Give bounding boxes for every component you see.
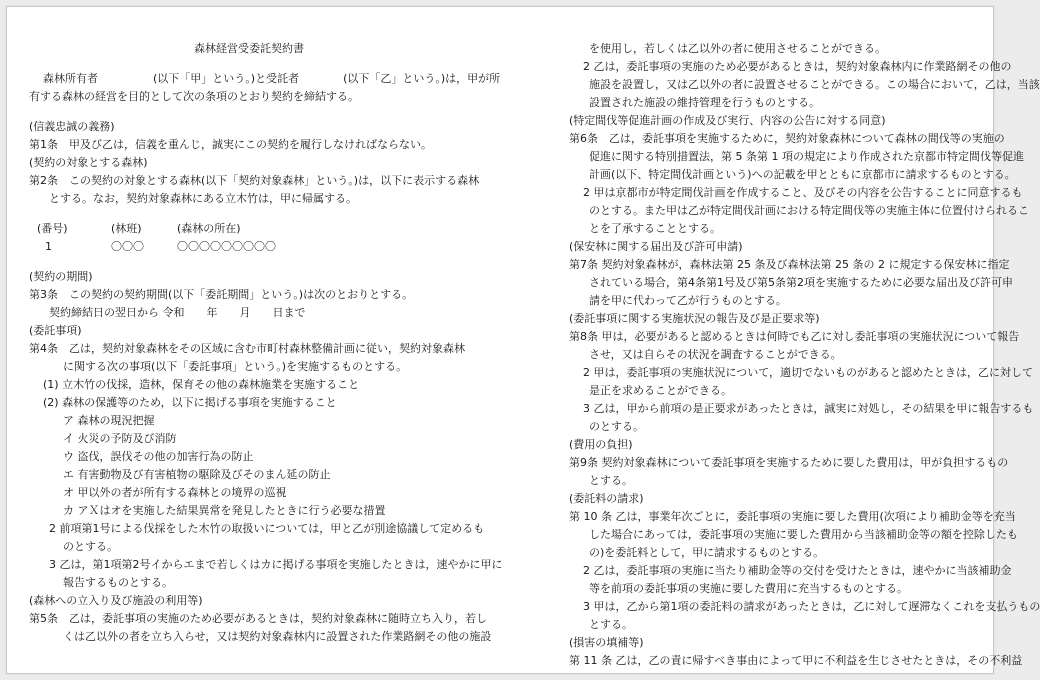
- article-line: くは乙以外の者を立ち入らせ，又は契約対象森林内に設置された作業路網その他の施設: [63, 630, 492, 643]
- document-title: 森林経営受委託契約書: [194, 42, 304, 55]
- table-header-location: (森林の所在): [177, 222, 241, 235]
- article-line: 第1条 甲及び乙は，信義を重んじ，誠実にこの契約を履行しなければならない。: [29, 138, 432, 151]
- article-line: 第2条 この契約の対象とする森林(以下「契約対象森林」という。)は，以下に表示する森林: [29, 174, 480, 187]
- article-line: 請を甲に代わって乙が行うものとする。: [589, 294, 787, 307]
- article-line: 第4条 乙は，契約対象森林をその区域に含む市町村森林整備計画に従い，契約対象森林: [29, 342, 465, 355]
- paragraph-line: 報告するものとする。: [63, 576, 173, 589]
- table-cell-location: 〇〇〇〇〇〇〇〇〇: [177, 240, 276, 253]
- list-item: エ 有害動物及び有害植物の駆除及びそのまん延の防止: [63, 468, 331, 481]
- list-item: カ アＸはオを実施した結果異常を発見したときに行う必要な措置: [63, 504, 386, 517]
- section-heading: (契約の対象とする森林): [29, 156, 148, 169]
- article-line: を使用し，若しくは乙以外の者に使用させることができる。: [589, 42, 886, 55]
- paragraph-line: 3 乙は，甲から前項の是正要求があったときは，誠実に対処し，その結果を甲に報告するも: [583, 402, 1034, 415]
- section-heading: (特定間伐等促進計画の作成及び実行、内容の公告に対する同意): [569, 114, 886, 127]
- paragraph-line: 是正を求めることができる。: [589, 384, 732, 397]
- article-line: 第6条 乙は，委託事項を実施するために，契約対象森林について森林の間伐等の実施の: [569, 132, 1005, 145]
- section-heading: (森林への立入り及び施設の利用等): [29, 594, 203, 607]
- forest-table-header: [29, 220, 469, 238]
- intro-line: 森林所有者 (以下「甲」という。)と受託者 (以下「乙」という。)は，甲が所: [43, 72, 501, 85]
- table-cell-block: 〇〇〇: [111, 240, 144, 253]
- table-header-number: (番号): [37, 222, 68, 235]
- paragraph-line: 2 乙は，委託事項の実施に当たり補助金等の交付を受けたときは，速やかに当該補助金: [583, 564, 1012, 577]
- paragraph-line: 2 乙は，委託事項の実施のため必要があるときは，契約対象森林内に作業路網その他の: [583, 60, 1012, 73]
- list-item: イ 火災の予防及び消防: [63, 432, 177, 445]
- article-line: 計画(以下、特定間伐計画という)への記載を甲とともに京都市に請求するものとする。: [589, 168, 1016, 181]
- article-line: の)を委託料として，甲に請求するものとする。: [589, 546, 825, 559]
- article-line: 第 10 条 乙は，事業年次ごとに，委託事項の実施に要した費用(次項により補助金等を充当: [569, 510, 1016, 523]
- left-column: [29, 7, 503, 646]
- list-item: (2) 森林の保護等のため，以下に掲げる事項を実施すること: [43, 396, 337, 409]
- intro-line: 有する森林の経営を目的として次の条項のとおり契約を締結する。: [29, 90, 359, 103]
- article-line: されている場合，第4条第1号及び第5条第2項を実施するために必要な届出及び許可申: [589, 276, 1013, 289]
- list-item: (1) 立木竹の伐採，造林，保育その他の森林施業を実施すること: [43, 378, 360, 391]
- article-line: させ，又は自らその状況を調査することができる。: [589, 348, 842, 361]
- section-heading: (委託事項に関する実施状況の報告及び是正要求等): [569, 312, 820, 325]
- paragraph-line: とする。: [589, 618, 633, 631]
- section-heading: (契約の期間): [29, 270, 93, 283]
- paragraph-line: 2 甲は，委託事項の実施状況について，適切でないものがあると認めたときは，乙に対して: [583, 366, 1034, 379]
- article-line: とする。なお，契約対象森林にある立木竹は，甲に帰属する。: [49, 192, 357, 205]
- paragraph-line: 2 前項第1号による伐採をした木竹の取扱いについては，甲と乙が別途協議して定めるも: [49, 522, 485, 535]
- paragraph-line: のとする。: [63, 540, 118, 553]
- section-heading: (費用の負担): [569, 438, 633, 451]
- article-line: 第7条 契約対象森林が，森林法第 25 条及び森林法第 25 条の 2 に規定する保安林に指定: [569, 258, 1010, 271]
- paragraph-line: のとする。: [589, 420, 644, 433]
- paragraph-line: 3 乙は，第1項第2号イからエまで若しくはカに掲げる事項を実施したときは，速やかに甲に: [49, 558, 503, 571]
- list-item: ア 森林の現況把握: [63, 414, 155, 427]
- article-line: 第8条 甲は，必要があると認めるときは何時でも乙に対し委託事項の実施状況について報告: [569, 330, 1020, 343]
- section-heading: (委託料の請求): [569, 492, 644, 505]
- paragraph-line: 施設を設置し，又は乙以外の者に設置させることができる。この場合において，乙は，当該: [589, 78, 1040, 91]
- section-heading: (委託事項): [29, 324, 82, 337]
- right-column: [569, 7, 1040, 670]
- article-line: 第5条 乙は，委託事項の実施のため必要があるときは，契約対象森林に随時立ち入り，若し: [29, 612, 487, 625]
- section-heading: (損害の填補等): [569, 636, 644, 649]
- article-line: 促進に関する特別措置法，第 5 条第 1 項の規定により作成された京都市特定間伐等促進: [589, 150, 1024, 163]
- article-line: した場合にあっては，委託事項の実施に要した費用から当該補助金等の額を控除したも: [589, 528, 1018, 541]
- paragraph-line: のとする。また甲は乙が特定間伐計画における特定間伐等の実施主体に位置付けられるこ: [589, 204, 1029, 217]
- section-heading: (信義忠誠の義務): [29, 120, 115, 133]
- list-item: オ 甲以外の者が所有する森林との境界の巡視: [63, 486, 287, 499]
- article-line: 契約締結日の翌日から 令和 年 月 日まで: [49, 306, 306, 319]
- forest-table-row: [29, 238, 469, 256]
- table-cell-number: 1: [45, 240, 52, 253]
- article-line: 第9条 契約対象森林について委託事項を実施するために要した費用は，甲が負担するもの: [569, 456, 1009, 469]
- list-item: ウ 盗伐，誤伐その他の加害行為の防止: [63, 450, 254, 463]
- article-line: 第 11 条 乙は，乙の責に帰すべき事由によって甲に不利益を生じさせたときは，その不利益: [569, 654, 1023, 667]
- paragraph-line: 2 甲は京都市が特定間伐計画を作成すること、及びその内容を公告することに同意するも: [583, 186, 1023, 199]
- section-heading: (保安林に関する届出及び許可申請): [569, 240, 743, 253]
- paragraph-line: 設置された施設の維持管理を行うものとする。: [589, 96, 820, 109]
- paragraph-line: 等を前項の委託事項の実施に要した費用に充当するものとする。: [589, 582, 908, 595]
- article-line: に関する次の事項(以下「委託事項」という。)を実施するものとする。: [63, 360, 408, 373]
- paragraph-line: 3 甲は，乙から第1項の委託料の請求があったときは，乙に対して遅滞なくこれを支払うもの: [583, 600, 1040, 613]
- article-line: 第3条 この契約の契約期間(以下「委託期間」という。)は次のとおりとする。: [29, 288, 414, 301]
- paragraph-line: とを了承することとする。: [589, 222, 721, 235]
- article-line: とする。: [589, 474, 633, 487]
- document-page: [6, 6, 1040, 674]
- table-header-block: (林班): [111, 222, 142, 235]
